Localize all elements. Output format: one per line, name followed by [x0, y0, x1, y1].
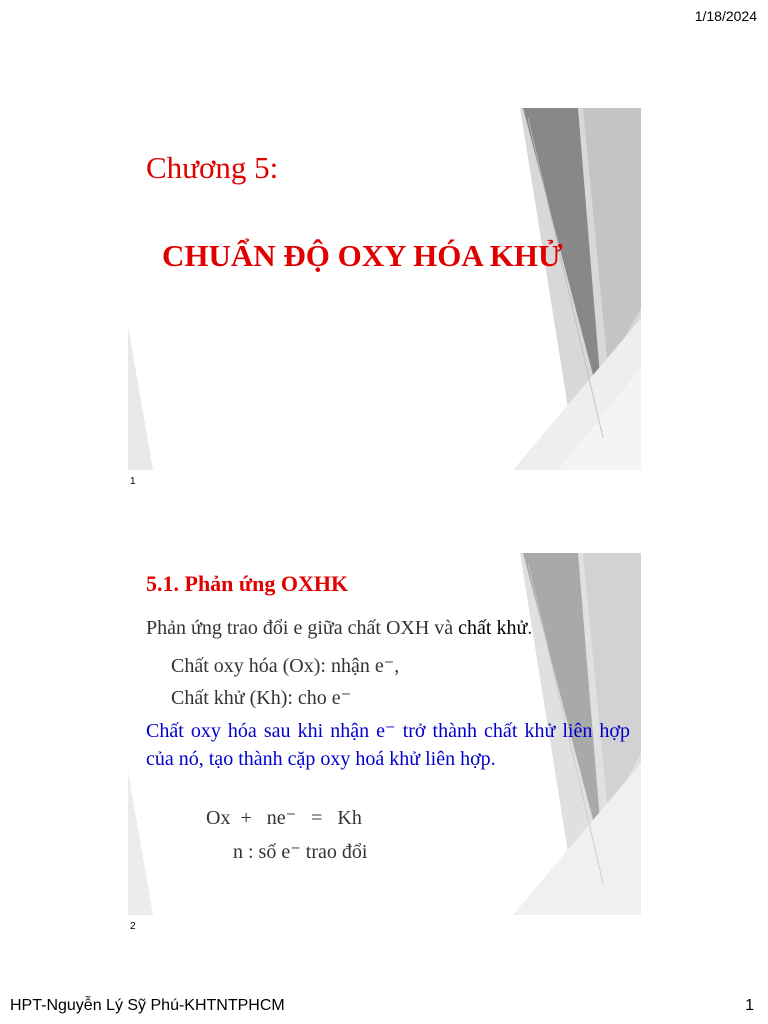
slide-number-2: 2 [130, 921, 136, 932]
footer-page-number: 1 [745, 997, 754, 1014]
equation-note: n : số e⁻ trao đổi [233, 841, 368, 863]
section-heading: 5.1. Phản ứng OXHK [146, 571, 349, 596]
slide-number-1: 1 [130, 476, 136, 487]
slide-2 [128, 553, 641, 915]
chapter-label: Chương 5: [146, 150, 279, 185]
intro-text-end: . [527, 617, 533, 639]
intro-text-highlight: chất khử [458, 617, 528, 639]
footer-author: HPT-Nguyễn Lý Sỹ Phú-KHTNTPHCM [10, 997, 285, 1014]
print-date: 1/18/2024 [694, 8, 757, 24]
intro-text-part: Phản ứng trao đổi e giữa chất OXH và [146, 617, 459, 639]
chapter-title: CHUẨN ĐỘ OXY HÓA KHỬ [162, 238, 563, 273]
slide-1 [128, 108, 641, 470]
oxidant-definition: Chất oxy hóa (Ox): nhận e⁻, [171, 655, 400, 677]
intro-text [146, 617, 532, 640]
conjugate-pair-explanation: Chất oxy hóa sau khi nhận e⁻ trở thành chất khử liên hợp của nó, tạo thành cặp oxy hoá khử liên hợp. [146, 720, 630, 770]
reductant-definition: Chất khử (Kh): cho e⁻ [171, 687, 352, 709]
redox-equation: Ox + ne⁻ = Kh [206, 807, 362, 829]
